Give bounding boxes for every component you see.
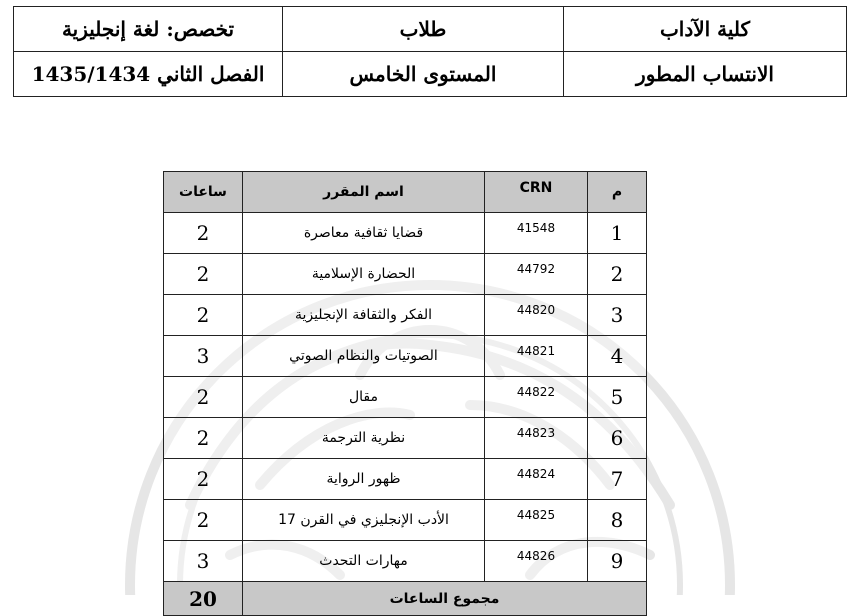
course-hours: 3: [164, 336, 243, 377]
course-crn: 44826: [485, 541, 588, 582]
course-crn: 44823: [485, 418, 588, 459]
course-name: قضايا ثقافية معاصرة: [243, 213, 485, 254]
course-hours: 2: [164, 295, 243, 336]
course-name: نظرية الترجمة: [243, 418, 485, 459]
course-number: 6: [588, 418, 647, 459]
table-row: [164, 377, 647, 418]
course-hours: 2: [164, 459, 243, 500]
course-name: مهارات التحدث: [243, 541, 485, 582]
level-cell: المستوى الخامس: [283, 52, 564, 97]
course-table: [163, 171, 647, 616]
semester-cell: الفصل الثاني 1435/1434: [14, 52, 283, 97]
table-row: [164, 418, 647, 459]
col-header-name: اسم المقرر: [243, 172, 485, 213]
course-crn: 44821: [485, 336, 588, 377]
table-row: [164, 500, 647, 541]
table-row: [164, 295, 647, 336]
course-crn: 44820: [485, 295, 588, 336]
course-name: الصوتيات والنظام الصوتي: [243, 336, 485, 377]
course-crn: 44824: [485, 459, 588, 500]
course-hours: 2: [164, 254, 243, 295]
table-row: [164, 459, 647, 500]
course-hours: 2: [164, 500, 243, 541]
course-number: 4: [588, 336, 647, 377]
college-cell: كلية الآداب: [564, 7, 847, 52]
table-header-row: [164, 172, 647, 213]
col-header-hours: ساعات: [164, 172, 243, 213]
course-number: 5: [588, 377, 647, 418]
program-cell: الانتساب المطور: [564, 52, 847, 97]
table-row: [164, 213, 647, 254]
course-crn: 44792: [485, 254, 588, 295]
course-hours: 2: [164, 418, 243, 459]
table-row: [164, 254, 647, 295]
students-cell: طلاب: [283, 7, 564, 52]
course-crn: 41548: [485, 213, 588, 254]
total-hours: 20: [164, 582, 243, 616]
course-crn: 44822: [485, 377, 588, 418]
course-number: 2: [588, 254, 647, 295]
course-name: الحضارة الإسلامية: [243, 254, 485, 295]
course-number: 9: [588, 541, 647, 582]
specialization-cell: تخصص: لغة إنجليزية: [14, 7, 283, 52]
table-row: [164, 541, 647, 582]
col-header-num: م: [588, 172, 647, 213]
course-hours: 3: [164, 541, 243, 582]
course-number: 7: [588, 459, 647, 500]
table-row: [164, 336, 647, 377]
course-name: ظهور الرواية: [243, 459, 485, 500]
header-table: [13, 6, 847, 97]
course-crn: 44825: [485, 500, 588, 541]
total-label: مجموع الساعات: [243, 582, 647, 616]
header-row-2: [14, 52, 847, 97]
course-name: الأدب الإنجليزي في القرن 17: [243, 500, 485, 541]
header-row-1: [14, 7, 847, 52]
course-name: مقال: [243, 377, 485, 418]
course-number: 8: [588, 500, 647, 541]
course-hours: 2: [164, 213, 243, 254]
course-name: الفكر والثقافة الإنجليزية: [243, 295, 485, 336]
col-header-crn: CRN: [485, 172, 588, 213]
course-number: 1: [588, 213, 647, 254]
course-number: 3: [588, 295, 647, 336]
total-row: [164, 582, 647, 616]
course-hours: 2: [164, 377, 243, 418]
